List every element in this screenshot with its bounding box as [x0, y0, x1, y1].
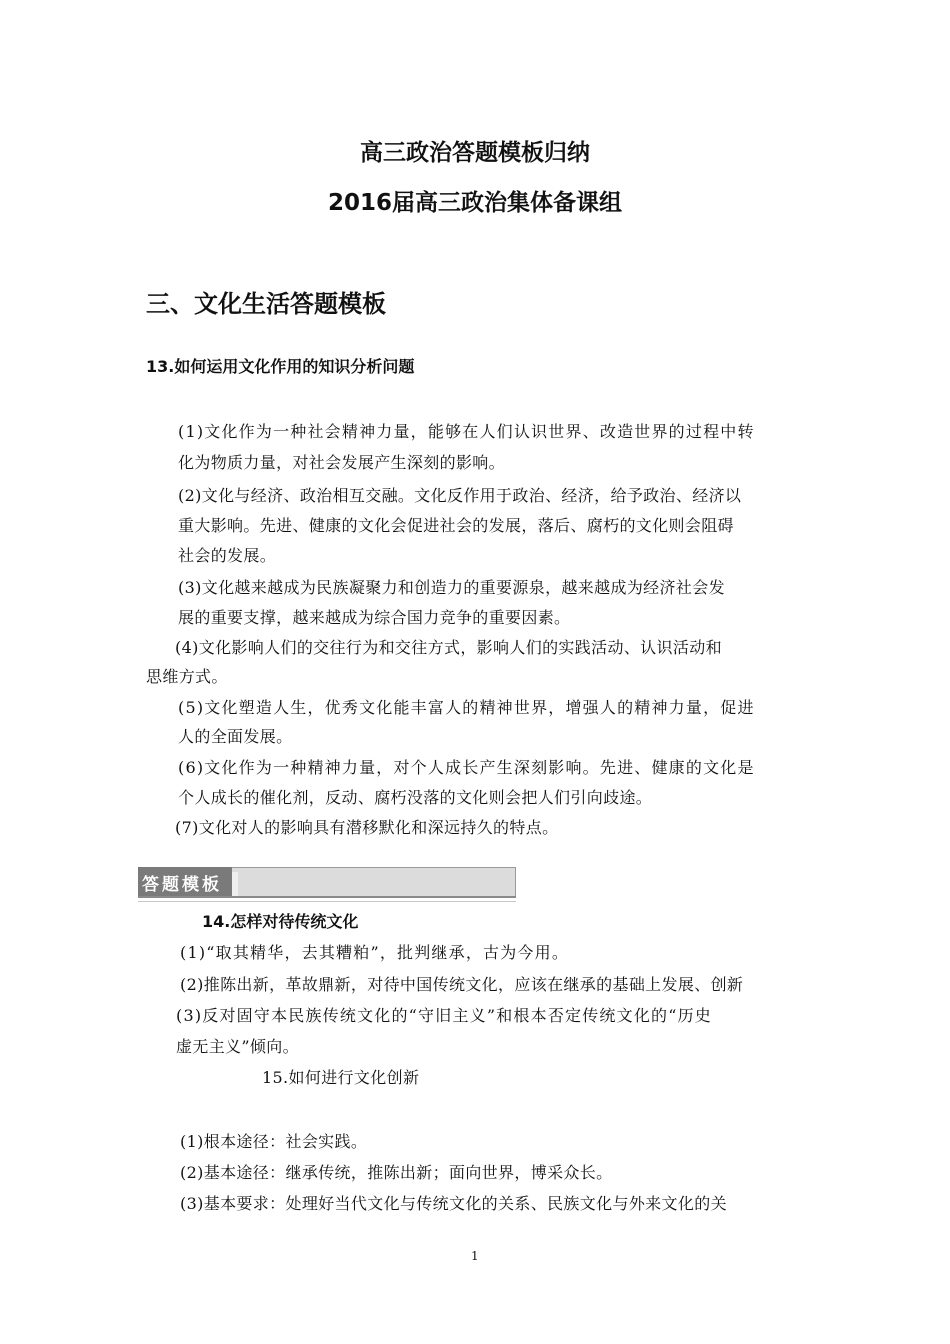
- banner-label: 答题模板: [142, 875, 222, 895]
- q15-heading: 15.如何进行文化创新: [262, 1068, 420, 1087]
- q15-line: (1)根本途径：社会实践。: [180, 1132, 368, 1151]
- q14-line: (1)“取其精华，去其糟粕”，批判继承，古为今用。: [180, 943, 570, 962]
- q13-line: 人的全面发展。: [178, 727, 293, 746]
- q14-heading: 14.怎样对待传统文化: [202, 912, 359, 931]
- q13-line: (7)文化对人的影响具有潜移默化和深远持久的特点。: [175, 818, 559, 837]
- q13-line: (1)文化作为一种社会精神力量，能够在人们认识世界、改造世界的过程中转: [178, 422, 755, 441]
- q14-line: (3)反对固守本民族传统文化的“守旧主义”和根本否定传统文化的“历史: [176, 1006, 713, 1025]
- banner-bar: [232, 867, 516, 896]
- q13-line: (5)文化塑造人生，优秀文化能丰富人的精神世界，增强人的精神力量，促进: [178, 698, 755, 717]
- q13-line: 重大影响。先进、健康的文化会促进社会的发展，落后、腐朽的文化则会阻碍: [178, 516, 734, 535]
- q13-line: 思维方式。: [146, 667, 228, 686]
- banner-tab: [232, 872, 238, 896]
- document-subtitle: 2016届高三政治集体备课组: [327, 190, 622, 216]
- q14-line: 虚无主义”倾向。: [176, 1037, 299, 1056]
- q13-line: (3)文化越来越成为民族凝聚力和创造力的重要源泉，越来越成为经济社会发: [178, 578, 725, 597]
- q14-line: (2)推陈出新，革故鼎新，对待中国传统文化，应该在继承的基础上发展、创新: [180, 975, 744, 994]
- q13-line: (2)文化与经济、政治相互交融。文化反作用于政治、经济，给予政治、经济以: [178, 486, 742, 505]
- q15-line: (3)基本要求：处理好当代文化与传统文化的关系、民族文化与外来文化的关: [180, 1194, 727, 1213]
- q13-line: (4)文化影响人们的交往行为和交往方式，影响人们的实践活动、认识活动和: [175, 638, 722, 657]
- q13-line: 社会的发展。: [178, 546, 277, 565]
- q15-line: (2)基本途径：继承传统，推陈出新；面向世界，博采众长。: [180, 1163, 613, 1182]
- q13-heading: 13.如何运用文化作用的知识分析问题: [146, 357, 415, 376]
- q13-line: 个人成长的催化剂，反动、腐朽没落的文化则会把人们引向歧途。: [178, 788, 653, 807]
- q13-line: (6)文化作为一种精神力量，对个人成长产生深刻影响。先进、健康的文化是: [178, 758, 755, 777]
- q13-line: 展的重要支撑，越来越成为综合国力竞争的重要因素。: [178, 608, 571, 627]
- answer-template-banner: [138, 867, 516, 907]
- section-heading: 三、文化生活答题模板: [146, 290, 386, 318]
- page-number: 1: [471, 1249, 479, 1263]
- document-title: 高三政治答题模板归纳: [360, 140, 590, 166]
- banner-rule: [138, 896, 516, 898]
- q13-line: 化为物质力量，对社会发展产生深刻的影响。: [178, 453, 506, 472]
- banner-rule-thin: [138, 901, 516, 902]
